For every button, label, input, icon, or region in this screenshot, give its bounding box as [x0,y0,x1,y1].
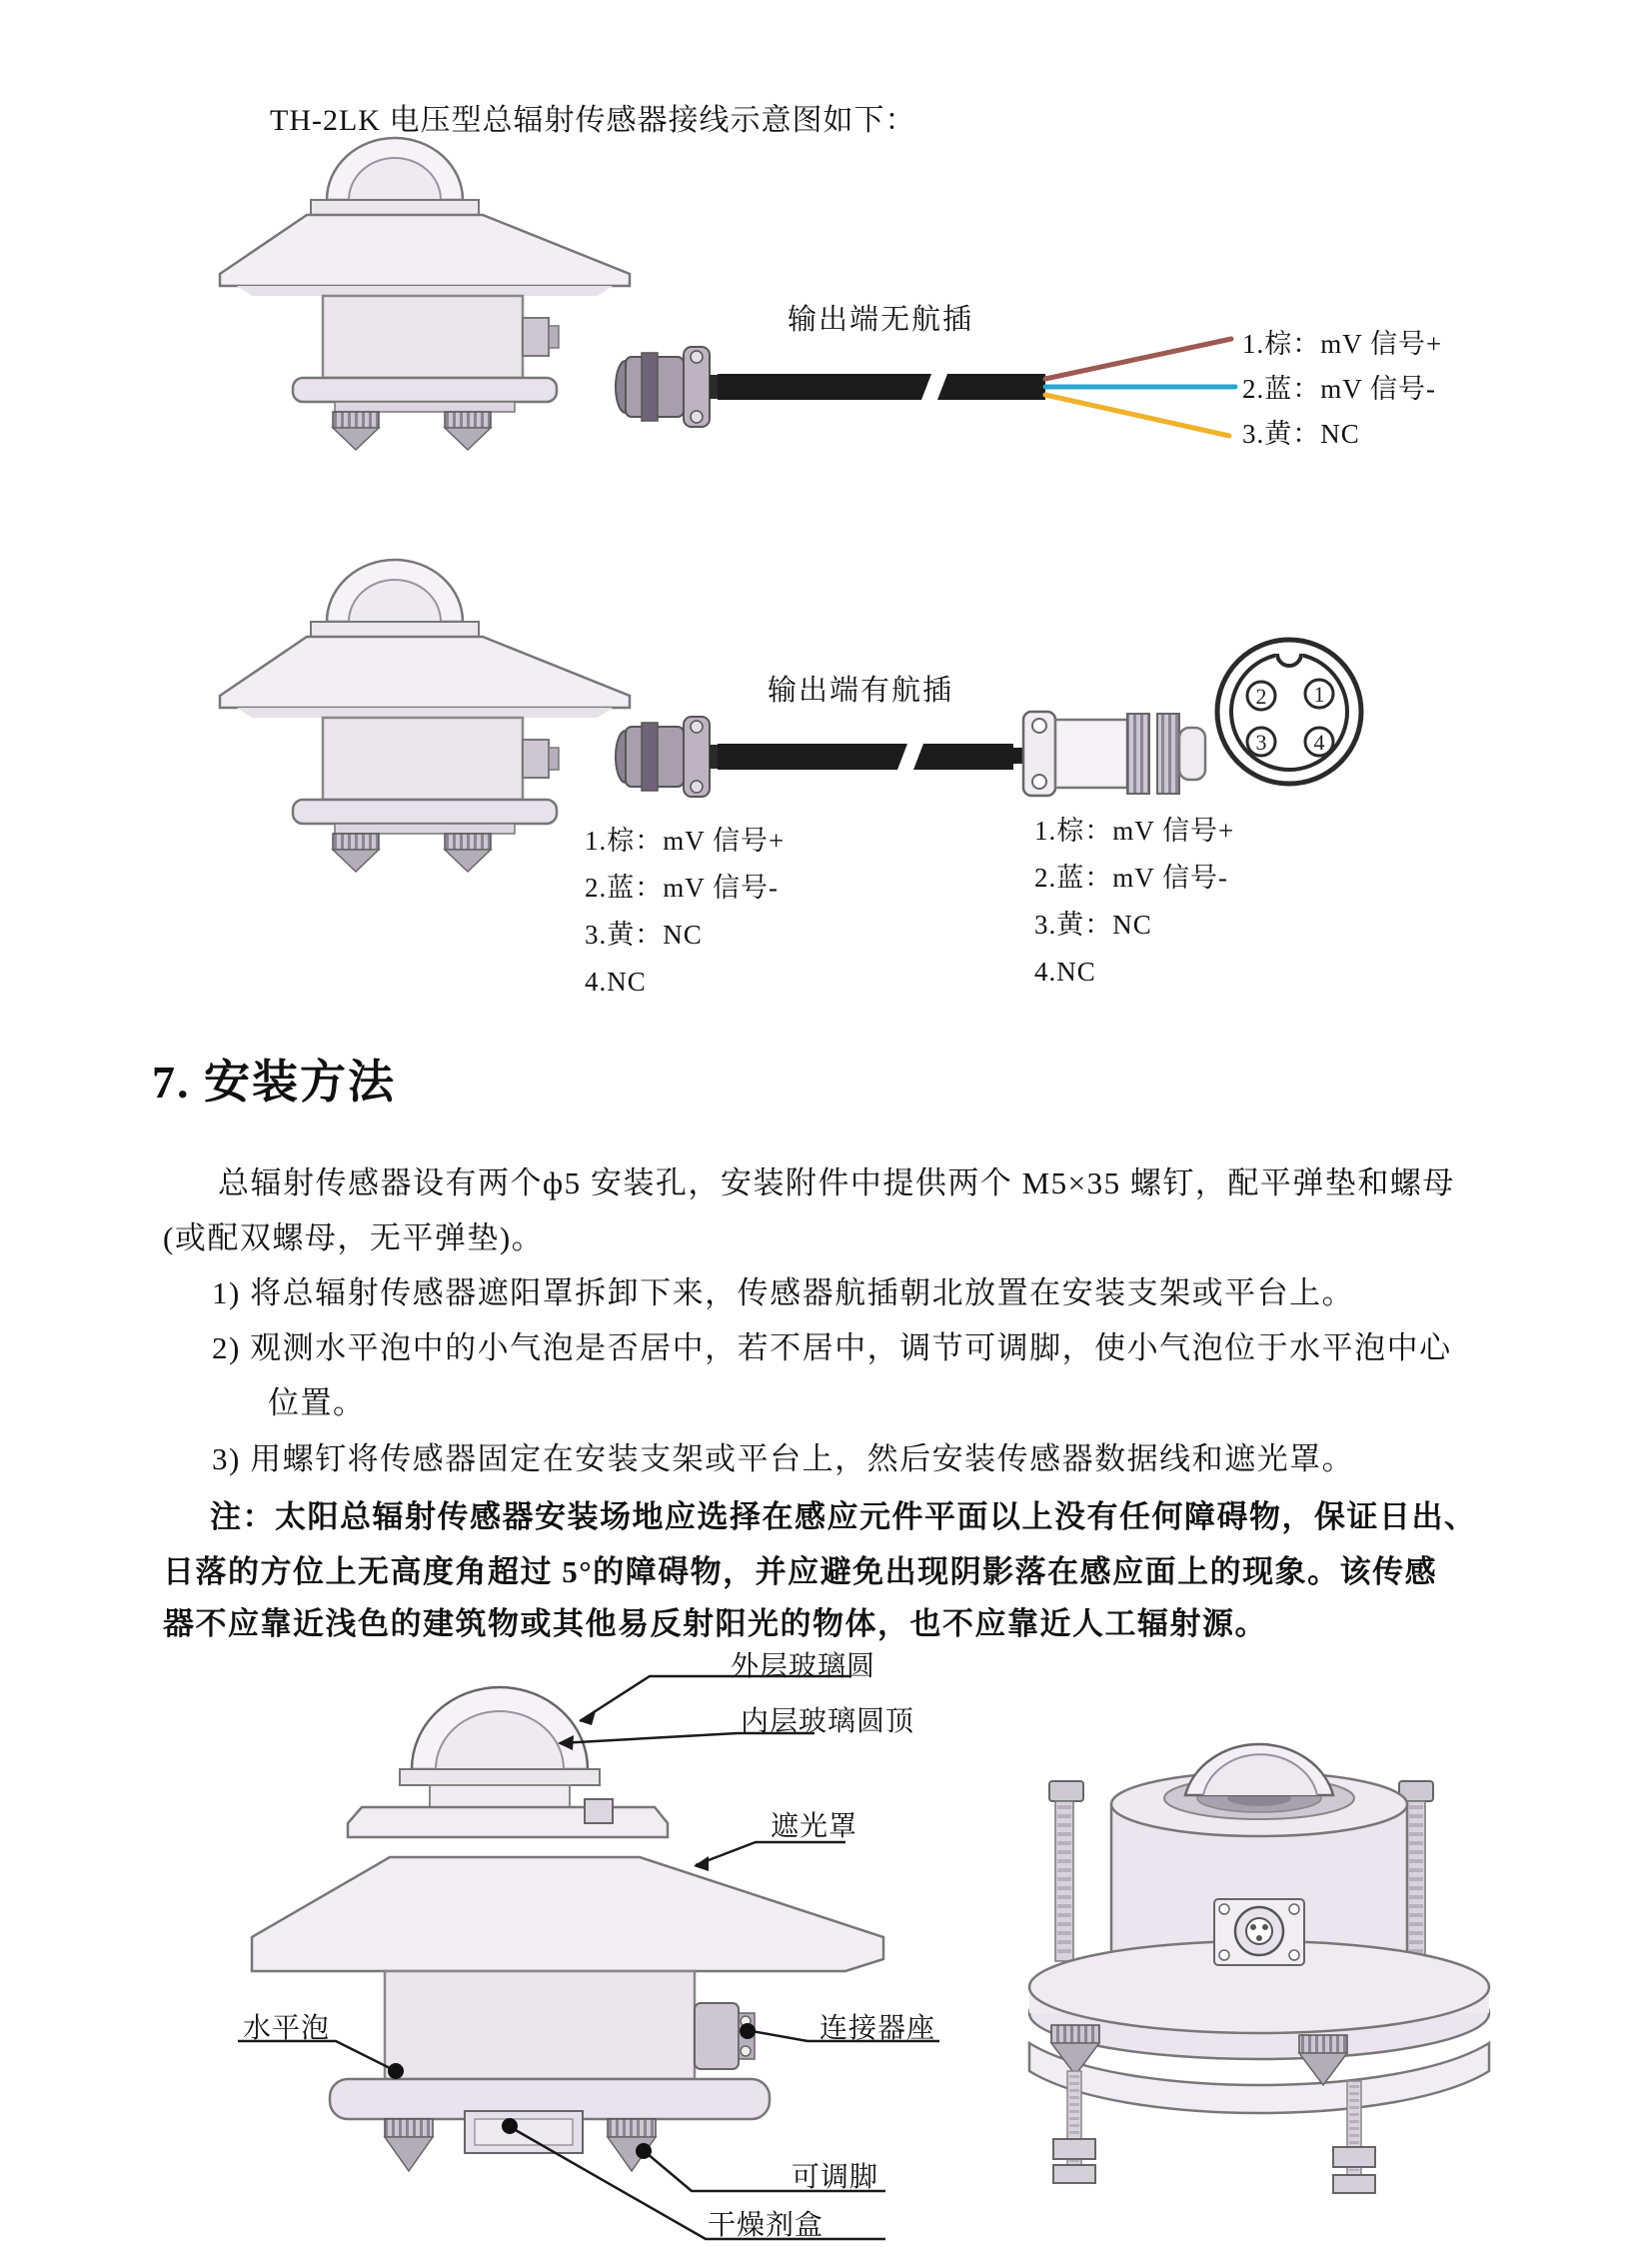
plug-pin-2: 2.蓝：mV 信号- [1034,863,1229,893]
diagram1-cable [718,339,1235,436]
wire-label-yellow: 3.黄：NC [1242,419,1360,449]
list-item-2-line2: 位置。 [268,1385,366,1420]
label-outer-glass-dome: 外层玻璃圆 [731,1651,876,1682]
list-item-1: 1) 将总辐射传感器遮阳罩拆卸下来，传感器航插朝北放置在安装支架或平台上。 [212,1275,1355,1310]
wire-label-blue: 2.蓝：mV 信号- [1242,374,1437,404]
note-line3: 器不应靠近浅色的建筑物或其他易反射阳光的物体，也不应靠近人工辐射源。 [163,1606,1267,1641]
installation-figure-right [1029,1744,1489,2193]
cable-pin-1: 1.棕：mV 信号+ [585,826,786,856]
pinout-pin-3: 3 [1255,730,1267,755]
wire-yellow [1045,395,1229,436]
aviation-plug-illustration [997,712,1205,796]
para1-line1: 总辐射传感器设有两个ф5 安装孔，安装附件中提供两个 M5×35 螺钉，配平弹垫和螺母 [218,1165,1455,1200]
diagram2-cable [718,744,1013,770]
list-item-3: 3) 用螺钉将传感器固定在安装支架或平台上，然后安装传感器数据线和遮光罩。 [212,1441,1355,1476]
section7-heading: 7. 安装方法 [152,1057,396,1108]
note-line1: 注：太阳总辐射传感器安装场地应选择在感应元件平面以上没有任何障碍物，保证日出、 [210,1499,1477,1534]
label-inner-glass-dome: 内层玻璃圆顶 [741,1706,915,1737]
label-desiccant-box: 干燥剂盒 [708,2210,825,2241]
cable-pin-2: 2.蓝：mV 信号- [585,873,780,903]
list-item-2-line1: 2) 观测水平泡中的小气泡是否居中，若不居中，调节可调脚，使小气泡位于水平泡中心 [212,1330,1452,1365]
diagram2-caption: 输出端有航插 [768,675,954,707]
diagram1-sensor-illustration [220,138,724,450]
plug-pin-3: 3.黄：NC [1034,910,1152,940]
diagram2-cable-pin-labels [585,818,785,1006]
diagram1-wire-labels [1242,322,1442,457]
label-level-bubble: 水平泡 [243,2013,331,2044]
diagram2-plug-pin-labels [1034,808,1234,996]
pinout-pin-2: 2 [1255,684,1267,709]
pinout-pin-4: 4 [1313,730,1325,755]
pinout-pin-1: 1 [1313,682,1325,707]
page-title: TH-2LK 电压型总辐射传感器接线示意图如下： [270,104,916,137]
label-connector-seat: 连接器座 [820,2013,936,2044]
wire-label-brown: 1.棕：mV 信号+ [1242,329,1443,359]
note-line2: 日落的方位上无高度角超过 5°的障碍物，并应避免出现阴影落在感应面上的现象。该传感 [163,1554,1438,1589]
label-adjustable-foot: 可调脚 [792,2162,879,2193]
diagram1-caption: 输出端无航插 [788,304,974,336]
installation-figure-left [252,1687,883,2171]
label-shade-cover: 遮光罩 [771,1811,858,1842]
cable-pin-4: 4.NC [585,967,647,997]
plug-pin-4: 4.NC [1034,957,1096,987]
cable-pin-3: 3.黄：NC [585,920,703,950]
para1-line2: (或配双螺母，无平弹垫)。 [163,1220,545,1255]
wire-brown [1045,339,1231,379]
plug-pin-1: 1.棕：mV 信号+ [1034,816,1235,846]
connector-pinout-diagram [1217,640,1361,784]
